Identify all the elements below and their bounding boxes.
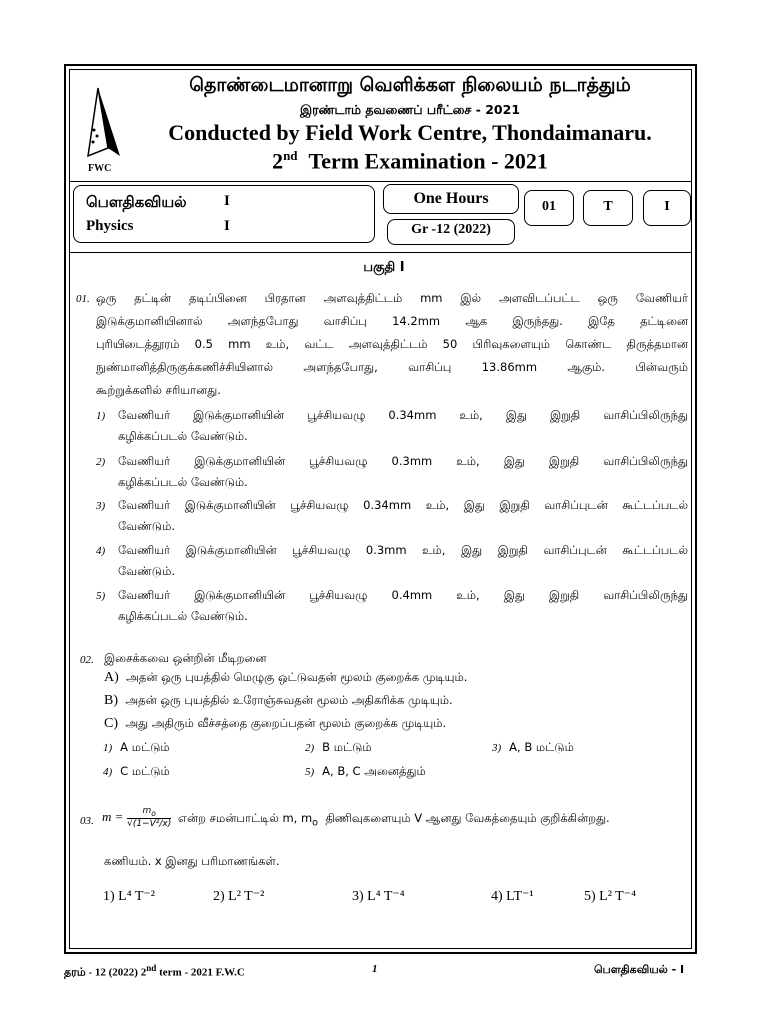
footer-left: தரம் - 12 (2022) 2nd term - 2021 F.W.C	[64, 963, 245, 979]
q1-line-1: ஒரு தட்டின் தடிப்பினை பிரதான அளவுத்திட்டம் mm இல் அளவிடப்பட்ட ஒரு வேணியர்	[96, 291, 688, 305]
q1-line-3: புரியிடைத்தூரம் 0.5 mm உம், வட்ட அளவுத்திட்டம் 50 பிரிவுகளையும் கொண்ட திருத்தமான	[96, 337, 688, 351]
q1-option-2-line-2: கழிக்கப்படல் வேண்டும்.	[118, 475, 248, 489]
q3-text-1: என்ற சமன்பாட்டில் m, $m_o$ திணிவுகளையும் V ஆனது வேகத்தையும் குறிக்கின்றது.	[178, 811, 610, 829]
code-3: I	[664, 199, 670, 214]
q1-option-4-line-2: வேண்டும்.	[118, 564, 175, 578]
q3-option-4: 4) LT⁻¹	[491, 889, 534, 904]
exam-title: 2nd Term Examination - 2021	[272, 148, 548, 174]
q3-option-5: 5) L² T⁻⁴	[584, 889, 636, 904]
q1-option-5-line-1: வேணியர் இடுக்குமானியின் பூச்சியவழு 0.4mm உம், இது இறுதி வாசிப்பிலிருந்து	[118, 588, 688, 602]
q1-number: 01.	[76, 293, 90, 305]
duration: One Hours	[413, 190, 489, 207]
q1-option-2-number: 2)	[96, 456, 106, 468]
subject-en: Physics	[86, 218, 134, 234]
q2-stem: இசைக்கவை ஒன்றின் மீடிறனை	[104, 651, 267, 665]
q3-equation: m = $\frac{m_o}{\text{√(1−V²/x)}}$	[102, 806, 172, 829]
q2-statement-c: C) அது அதிரும் வீச்சத்தை குறைப்பதன் மூலம் குறைக்க முடியும்.	[104, 716, 447, 731]
q1-option-1-line-2: கழிக்கப்படல் வேண்டும்.	[118, 429, 248, 443]
q1-option-5-number: 5)	[96, 590, 106, 602]
header-title-ta: தொண்டைமானாறு வெளிக்கள நிலையம் நடாத்தும்	[189, 74, 631, 96]
page-number: 1	[372, 963, 378, 975]
q1-line-2: இடுக்குமானியினால் அளந்தபோது வாசிப்பு 14.2mm ஆக இருந்தது. இதே தட்டினை	[96, 314, 688, 328]
footer-right: பௌதிகவியல் - I	[594, 963, 685, 976]
q1-option-5-line-2: கழிக்கப்படல் வேண்டும்.	[118, 609, 248, 623]
q1-option-3-line-2: வேண்டும்.	[118, 519, 175, 533]
q1-option-3-number: 3)	[96, 500, 106, 512]
subject-ta: பௌதிகவியல்	[86, 193, 187, 211]
header-title-en: Conducted by Field Work Centre, Thondaimanaru.	[168, 120, 652, 145]
q2-option-5: 5) A, B, C அனைத்தும்	[305, 764, 426, 778]
q1-line-5: கூற்றுக்களில் சரியானது.	[96, 383, 221, 397]
q3-text-2: கணியம். x இனது பரிமாணங்கள்.	[104, 854, 280, 868]
q3-option-2: 2) L² T⁻²	[213, 889, 265, 904]
q2-number: 02.	[80, 654, 94, 666]
q1-option-4-number: 4)	[96, 545, 106, 557]
q2-option-4: 4) C மட்டும்	[103, 764, 170, 778]
header-divider	[69, 181, 692, 182]
code-1: 01	[542, 199, 556, 214]
header-subtitle-ta: இரண்டாம் தவணைப் பரீட்சை - 2021	[299, 102, 521, 117]
q3-option-1: 1) L⁴ T⁻²	[103, 889, 155, 904]
grade: Gr -12 (2022)	[411, 222, 491, 237]
part-label: பகுதி I	[363, 260, 405, 275]
logo-text: FWC	[88, 163, 112, 174]
q2-option-2: 2) B மட்டும்	[305, 740, 372, 754]
q1-option-3-line-1: வேணியர் இடுக்குமானியின் பூச்சியவழு 0.34mm உம், இது இறுதி வாசிப்புடன் கூட்டப்படல்	[118, 498, 688, 512]
q3-number: 03.	[80, 815, 94, 827]
subject-ta-paper: I	[224, 193, 230, 209]
q2-option-1: 1) A மட்டும்	[103, 740, 170, 754]
q2-statement-b: B) அதன் ஒரு புயத்தில் உரோஞ்சுவதன் மூலம் அதிகரிக்க முடியும்.	[104, 693, 453, 708]
q2-option-3: 3) A, B மட்டும்	[492, 740, 574, 754]
subject-en-paper: I	[224, 218, 230, 234]
q1-option-1-number: 1)	[96, 410, 106, 422]
q2-statement-a: A) அதன் ஒரு புயத்தில் மெழுகு ஒட்டுவதன் மூலம் குறைக்க முடியும்.	[104, 670, 468, 685]
q1-option-1-line-1: வேணியர் இடுக்குமானியின் பூச்சியவழு 0.34mm உம், இது இறுதி வாசிப்பிலிருந்து	[118, 408, 688, 422]
q3-option-3: 3) L⁴ T⁻⁴	[352, 889, 405, 904]
info-divider	[69, 252, 692, 253]
code-2: T	[603, 199, 613, 214]
q1-option-2-line-1: வேணியர் இடுக்குமானியின் பூச்சியவழு 0.3mm உம், இது இறுதி வாசிப்பிலிருந்து	[118, 454, 688, 468]
q1-line-4: நுண்மானித்திருகுக்கணிச்சியினால் அளந்தபோது, வாசிப்பு 13.86mm ஆகும். பின்வரும்	[96, 360, 688, 374]
q1-option-4-line-1: வேணியர் இடுக்குமானியின் பூச்சியவழு 0.3mm உம், இது இறுதி வாசிப்புடன் கூட்டப்படல்	[118, 543, 688, 557]
